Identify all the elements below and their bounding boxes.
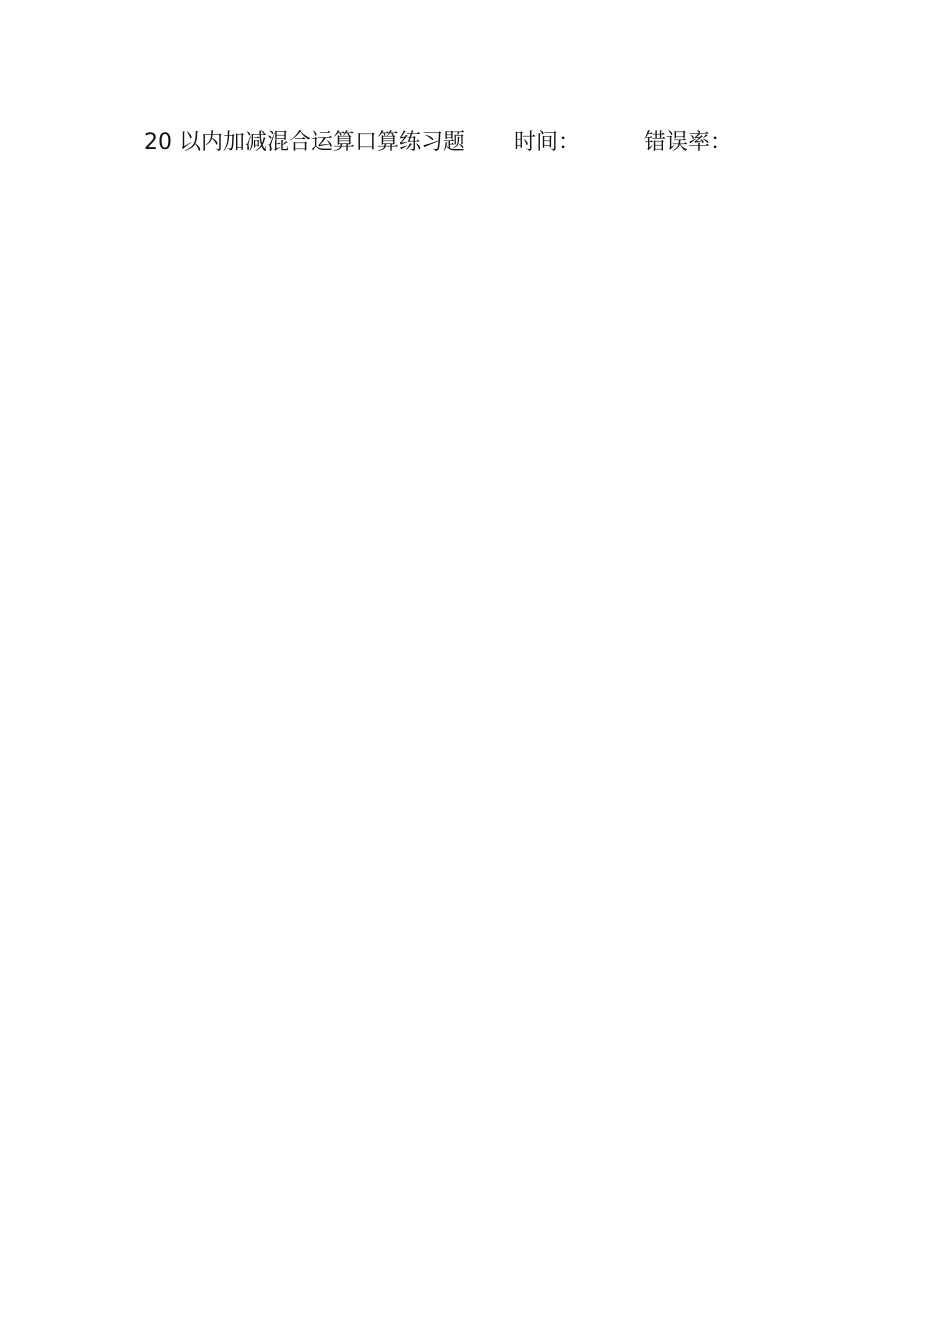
worksheet-title: 20 以内加减混合运算口算练习题	[144, 130, 465, 155]
time-label: 时间：	[514, 130, 581, 155]
worksheet-header	[144, 126, 784, 160]
error-rate-label: 错误率：	[644, 130, 733, 155]
